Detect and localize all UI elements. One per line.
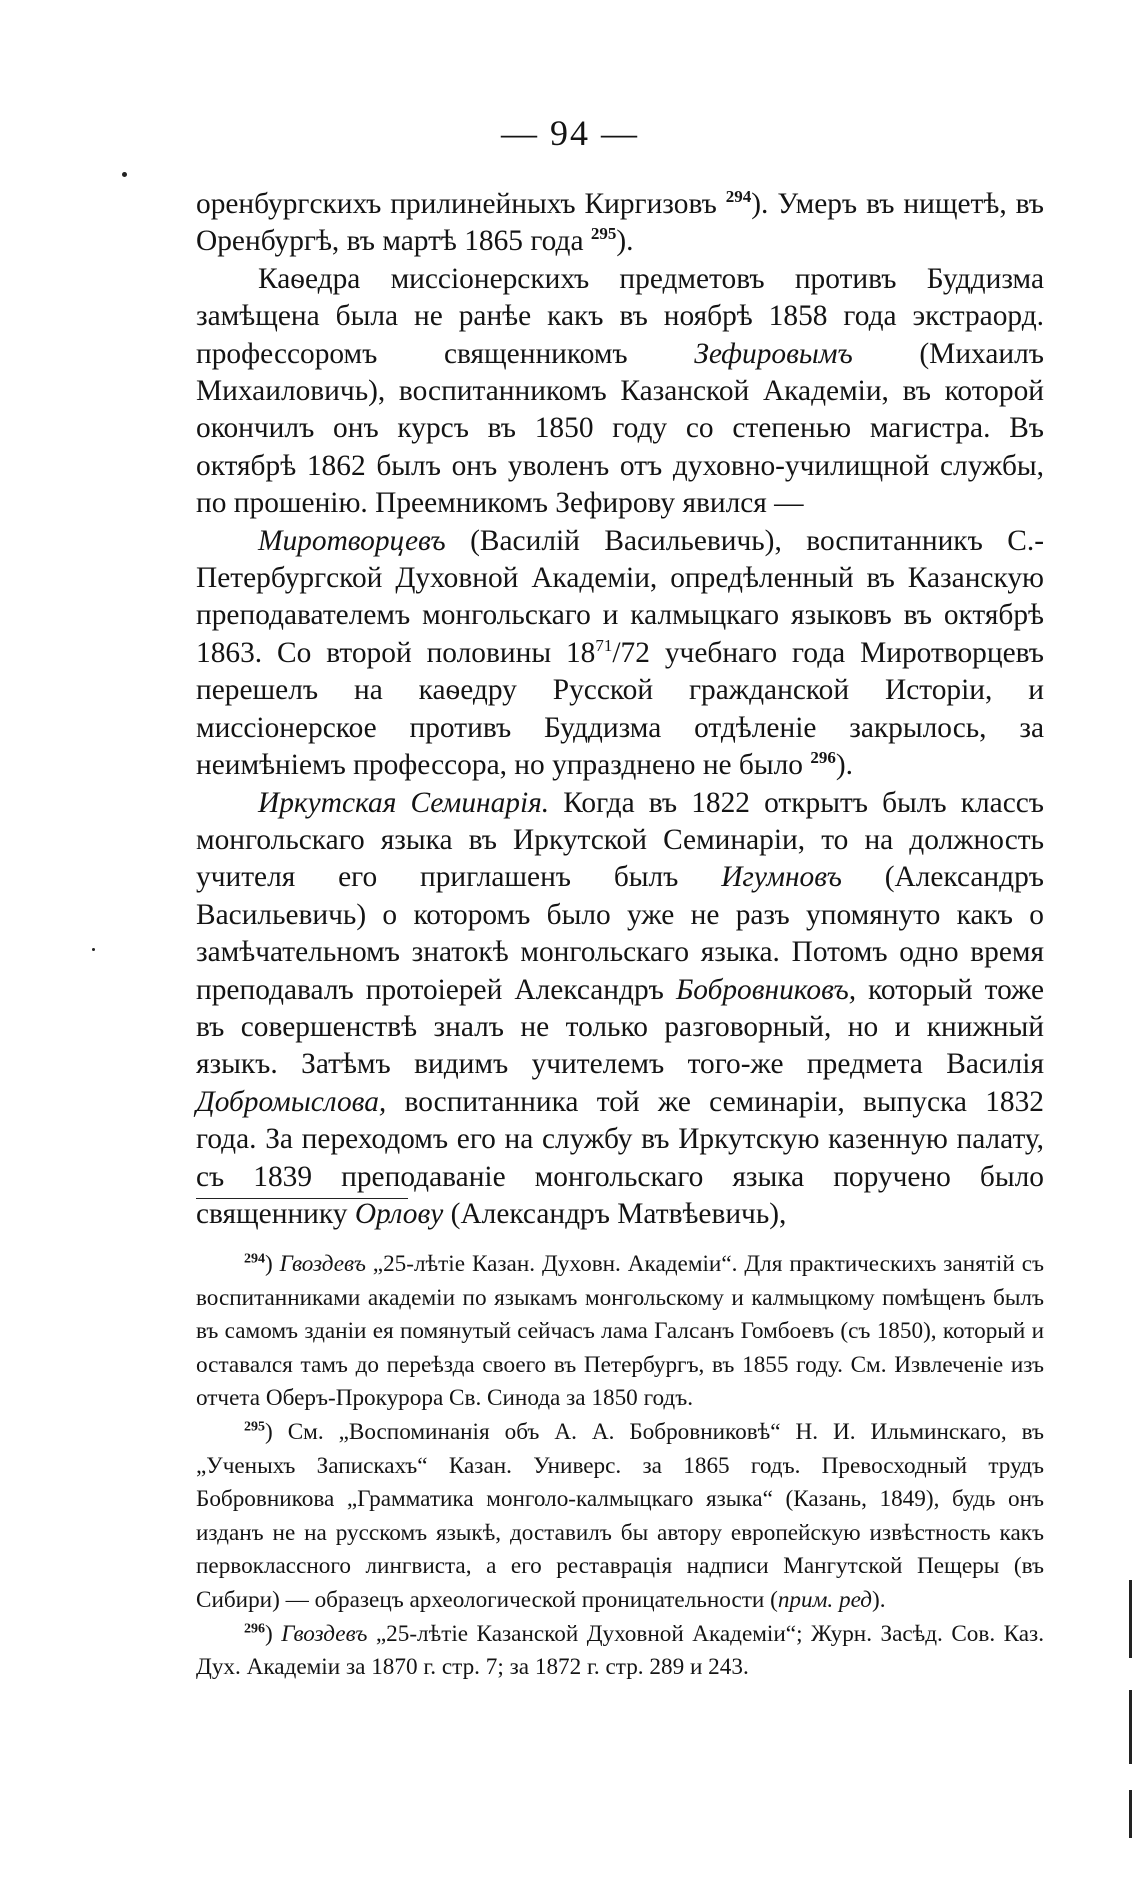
margin-speck <box>122 172 127 177</box>
italic-name: Зефировымъ <box>694 337 853 370</box>
footnote-ref-294: 294 <box>725 187 752 207</box>
footnote-text: „25-лѣтіе Казанской Духовной Академіи“; Журн. Засѣд. Сов. Каз. Дух. Академіи за 1870 г. стр. 7; за 1872 г. стр. 289 и 243. <box>196 1620 1044 1681</box>
text-run: (Михаилъ Михаиловичь), воспитанникомъ Казанской Академіи, въ которой окончилъ онъ курсъ въ 1850 году со степенью магистра. Въ октябрѣ 1862 былъ онъ уволенъ отъ духовно-училищной службы, по прошенію. Преемникомъ Зефирову явился — <box>196 337 1044 520</box>
margin-binding-mark <box>1129 1790 1132 1838</box>
footnote-divider <box>196 1198 408 1199</box>
text-run: воспитанника той же семинаріи, выпуска 1832 года. За переходомъ его на службу въ Иркутскую казенную палату, съ 1839 преподаваніе монгольскаго языка поручено было священнику <box>196 1085 1044 1230</box>
footnote-ref-295: 295 <box>590 224 617 244</box>
footnote-number: 294 <box>244 1251 265 1267</box>
text-run: (Александръ Васильевичь) о которомъ было уже не разъ упомянуто какъ о замѣчательномъ знатокѣ монгольскаго языка. Потомъ одно время преподавалъ протоіерей Александръ <box>196 861 1044 1006</box>
main-text <box>196 186 1044 1233</box>
italic-name: Добромыслова, <box>196 1085 387 1118</box>
italic-name: Бобровниковъ, <box>675 973 857 1006</box>
margin-binding-mark <box>1129 1580 1132 1658</box>
text-run: ). Умеръ въ нищетѣ, въ Оренбургѣ, въ мартѣ 1865 года <box>196 188 1044 258</box>
margin-binding-mark <box>1129 1690 1132 1764</box>
footnote-number: 296 <box>244 1620 265 1636</box>
footnote-text: ). <box>872 1586 886 1613</box>
paragraph-2 <box>196 261 1044 523</box>
text-run: (Александръ Матвѣевичь), <box>443 1197 787 1230</box>
margin-speck <box>92 948 95 951</box>
footnote-295: $^{295}$) См. „Воспоминанія объ А. А. Бобровниковѣ“ Н. И. Ильминскаго, въ „Ученыхъ Запискахъ“ Казан. Универс. за 1865 годъ. Превосходный трудъ Бобровникова „Грамматика монголо-калмыцкаго языка“ (Казань, 1849), будь онъ изданъ не на русскомъ языкѣ, доставилъ бы автору европейскую извѣстность какъ первоклассного лингвиста, а его реставрація надписи Мангутской Пещеры (въ Сибири) — образецъ археологической проницательности (прим. ред). <box>196 1418 1044 1613</box>
text-run: /72 учебнаго года Миротворцевъ перешелъ на каѳедру Русской гражданской Исторіи, и миссіонерское противъ Буддизма отдѣленіе закрылось, за неимѣніемъ профессора, но упразднено не было <box>196 636 1044 782</box>
text-run: Каѳедра миссіонерскихъ предметовъ противъ Буддизма замѣщена была не ранѣе какъ въ ноябрѣ 1858 года экстраорд. профессоромъ священникомъ <box>196 262 1044 370</box>
year-superscript: 71 <box>595 636 613 656</box>
text-run: который тоже въ совершенствѣ зналъ не только разговорный, но и книжный языкъ. Затѣмъ видимъ учителемъ того-же предмета Василія <box>196 973 1044 1081</box>
italic-note: прим. ред <box>777 1586 873 1613</box>
footnote-ref-296: 296 <box>810 748 836 768</box>
text-run: ). <box>835 749 853 782</box>
italic-name: Миротворцевъ <box>258 524 446 557</box>
italic-name: Гвоздевъ <box>281 1620 368 1647</box>
italic-name: Игумновъ <box>721 861 842 894</box>
footnote-296: $^{296}$) Гвоздевъ „25-лѣтіе Казанской Духовной Академіи“; Журн. Засѣд. Сов. Каз. Дух. Академіи за 1870 г. стр. 7; за 1872 г. стр. 289 и 243. <box>196 1620 1044 1681</box>
footnote-text: „25-лѣтіе Казан. Духовн. Академіи“. Для практическихъ занятій съ воспитанниками академіи по языкамъ монгольскому и калмыцкому помѣщенъ былъ въ самомъ зданіи ея помянутый сейчасъ лама Галсанъ Гомбоевъ (съ 1850), который и оставался тамъ до переѣзда своего въ Петербургъ, въ 1855 году. См. Извлеченіе изъ отчета Оберъ-Прокурора Св. Синода за 1850 годъ. <box>196 1251 1044 1412</box>
italic-heading: Иркутская Семинарія. <box>258 786 550 819</box>
text-run: ). <box>616 225 634 258</box>
text-run: (Василій Васильевичь), воспитанникъ С.-Петербургской Духовной Академіи, опредѣленный въ Казанскую преподавателемъ монгольскаго и калмыцкаго языковъ въ октябрѣ 1863. Со второй половины 18 <box>196 524 1044 669</box>
paragraph-3 <box>196 523 1044 785</box>
footnote-number: 295 <box>244 1419 265 1435</box>
footnote-294: $^{294}$) Гвоздевъ „25-лѣтіе Казан. Духовн. Академіи“. Для практическихъ занятій съ воспитанниками академіи по языкамъ монгольскому и калмыцкому помѣщенъ былъ въ самомъ зданіи ея помянутый сейчасъ лама Галсанъ Гомбоевъ (съ 1850), который и оставался тамъ до переѣзда своего въ Петербургъ, въ 1855 году. См. Извлеченіе изъ отчета Оберъ-Прокурора Св. Синода за 1850 годъ. <box>196 1251 1044 1412</box>
paragraph-1 <box>196 186 1044 261</box>
text-run: оренбургскихъ прилинейныхъ Киргизовъ <box>196 188 726 220</box>
text-run: Когда въ 1822 открытъ былъ классъ монгольскаго языка въ Иркутской Семинаріи, то на должность учителя его приглашенъ былъ <box>196 786 1044 894</box>
italic-name: Гвоздевъ <box>279 1251 366 1277</box>
page-number: — 94 — <box>501 113 639 153</box>
italic-name: Орлову <box>354 1197 444 1230</box>
paragraph-4 <box>196 785 1044 1234</box>
footnotes <box>196 1248 1044 1685</box>
footnote-text: См. „Воспоминанія объ А. А. Бобровниковѣ“ Н. И. Ильминскаго, въ „Ученыхъ Запискахъ“ Казан. Универс. за 1865 годъ. Превосходный трудъ Бобровникова „Грамматика монголо-калмыцкаго языка“ (Казань, 1849), будь онъ изданъ не на русскомъ языкѣ, доставилъ бы автору европейскую извѣстность какъ первоклассного лингвиста, а его реставрація надписи Мангутской Пещеры (въ Сибири) — образецъ археологической проницательности ( <box>196 1418 1044 1613</box>
